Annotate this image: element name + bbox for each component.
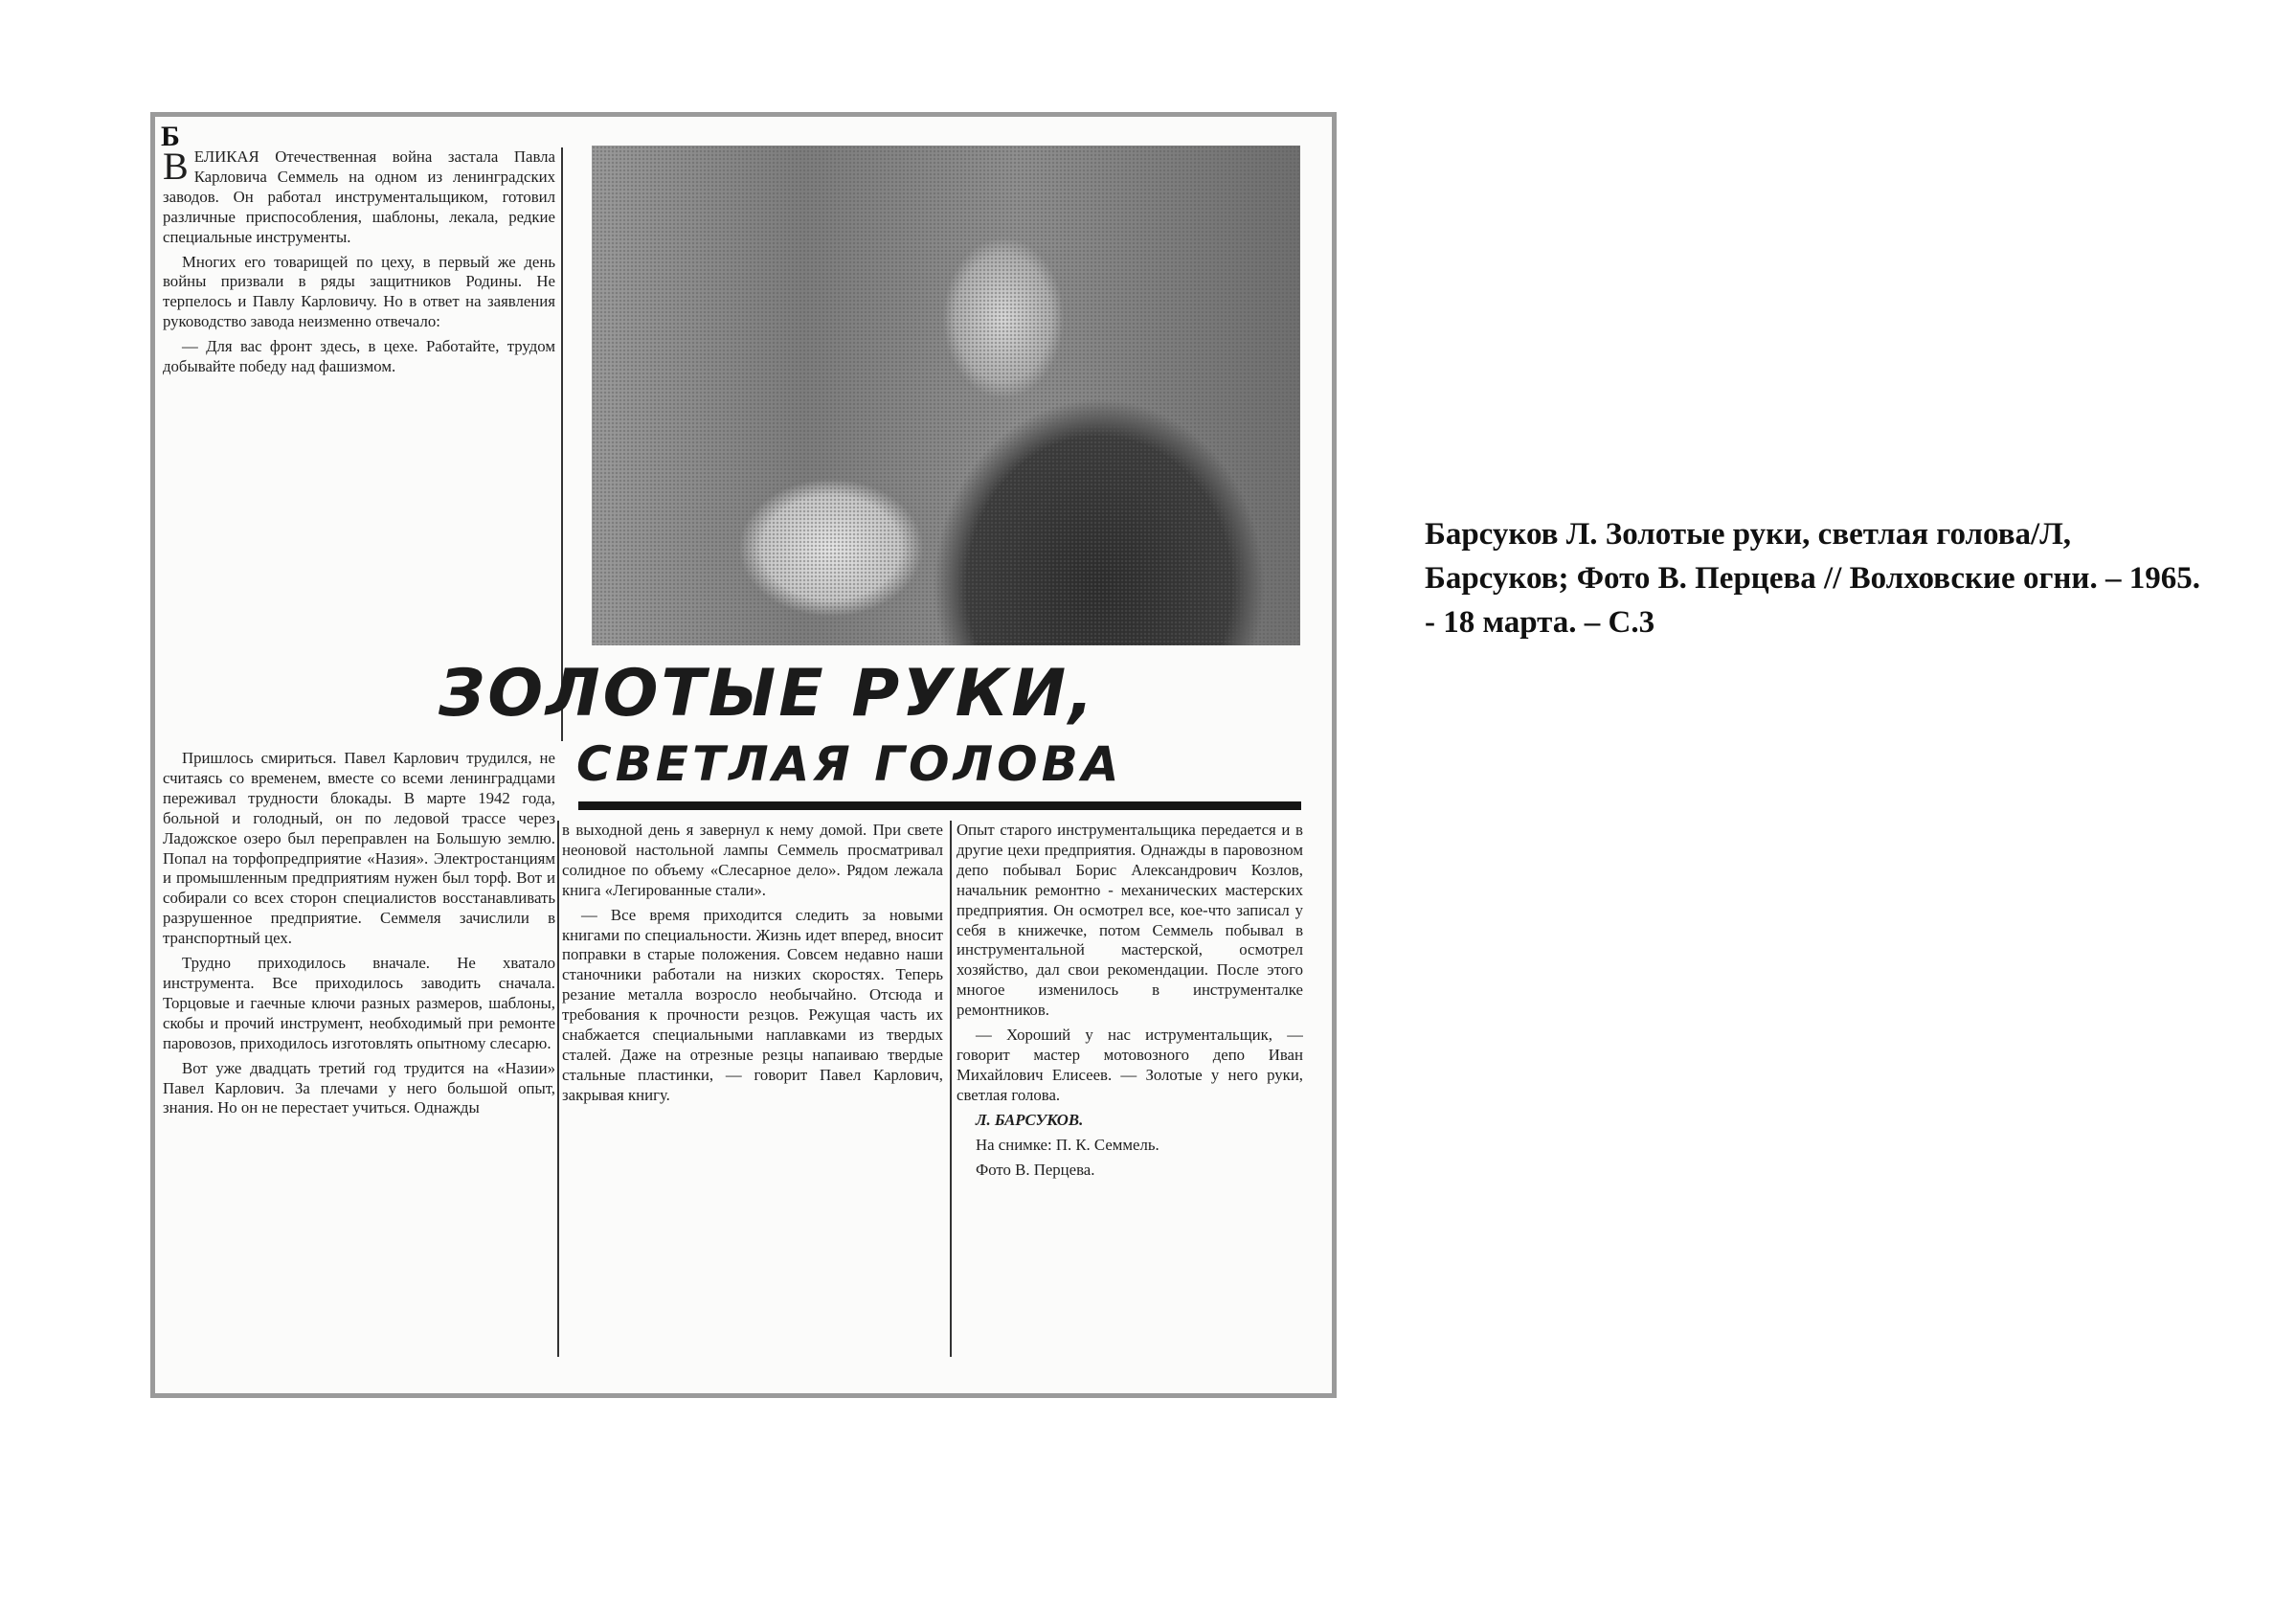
corner-letter: Б: [161, 121, 180, 152]
paragraph-1: [163, 147, 555, 248]
paragraph-8: — Все время приходится следить за новыми книгами по специальности. Жизнь идет вперед, вносит поправки в старые положения. Совсем недавно наши станочники работали на низких скоростях. Теперь резание металла возросло необычайно. Отсюда и требования к прочности резцов. Режущая часть их снабжается специальными наплавками из твердых сталей. Даже на отрезные резцы напаиваю твердые стальные пластинки, — говорит Павел Карлович, закрывая книгу.: [562, 905, 943, 1104]
paragraph-5: Трудно приходилось вначале. Не хватало инструмента. Все приходилось заводить сначала. Торцовые и гаечные ключи разных размеров, шаблоны, скобы и прочий инструмент, необходимый при ремонте паровозов, приходилось изготовлять опытному слесарю.: [163, 954, 555, 1052]
paragraph-6: Вот уже двадцать третий год трудится на «Назии» Павел Карлович. За плечами у него большой опыт, знания. Но он не перестает учиться. Однажды: [163, 1058, 555, 1117]
article-column-1-lower: [163, 749, 555, 1323]
drop-cap: В: [163, 147, 189, 188]
paragraph-2: Многих его товарищей по цеху, в первый же день войны призвали в ряды защитников Родины. Не терпелось и Павлу Карловичу. Но в ответ на заявления руководство завода неизменно отвечало:: [163, 252, 555, 331]
photo-grain: [592, 146, 1300, 645]
article-column-2: [562, 821, 943, 1386]
headline-line-1: ЗОЛОТЫЕ РУКИ,: [439, 656, 1096, 732]
paragraph-9: Опыт старого инструментальщика передается и в другие цехи предприятия. Однажды в паровозном депо побывал Борис Александрович Козлов, начальник ремонтно - механических мастерских предприятия. Он осмотрел все, кое-что записал у себя в книжечке, потом Семмель побывал в инструментальной мастерской, осмотрел хозяйство, дал свои рекомендации. После этого многое изменилось в инструменталке ремонтников.: [957, 821, 1303, 1020]
paragraph-1-text: ЕЛИКАЯ Отечественная война застала Павла Карловича Семмель на одном из ленинградских заводов. Он работал инструментальщиком, готовил различные приспособления, шаблоны, лекала, редкие специальные инструменты.: [163, 147, 555, 246]
column-divider-1: [561, 147, 563, 741]
article-column-3: [957, 821, 1303, 1395]
photo-caption: На снимке: П. К. Семмель.: [976, 1135, 1159, 1154]
headline-line-2: СВЕТЛАЯ ГОЛОВА: [576, 736, 1123, 792]
bibliographic-citation: Барсуков Л. Золотые руки, светлая голова/Л, Барсуков; Фото В. Перцева // Волховские огни. – 1965. - 18 марта. – С.3: [1425, 517, 2200, 640]
paragraph-4: Пришлось смириться. Павел Карлович трудился, не считаясь со временем, вместе со всеми ленинградцами переживал трудности блокады. В марте 1942 года, больной и голодный, он по ледовой трассе через Ладожское озеро был переправлен на Большую землю. Попал на торфопредприятие «Назия». Электростанциям и промышленным предприятиям нужен был торф. Вот и собирали со всех сторон специалистов восстанавливать разрушенное предприятие. Семмеля зачислили в транспортный цех.: [163, 749, 555, 948]
headline-rule: [578, 801, 1301, 810]
photo-credit: Фото В. Перцева.: [976, 1160, 1095, 1179]
author-signature: Л. БАРСУКОВ.: [976, 1110, 1084, 1129]
column-divider-2: [557, 821, 559, 1357]
newspaper-clipping: [150, 112, 1337, 1398]
paragraph-10: — Хороший у нас иструментальщик, — говорит мастер мотовозного депо Иван Михайлович Елисеев. — Золотые у него руки, светлая голова.: [957, 1026, 1303, 1104]
paragraph-7: в выходной день я завернул к нему домой. При свете неоновой настольной лампы Семмель просматривал солидное по объему «Слесарное дело». Рядом лежала книга «Легированные стали».: [562, 821, 943, 899]
paragraph-3: — Для вас фронт здесь, в цехе. Работайте, трудом добывайте победу над фашизмом.: [163, 337, 555, 376]
column-divider-3: [950, 821, 952, 1357]
portrait-photo: [592, 146, 1300, 645]
